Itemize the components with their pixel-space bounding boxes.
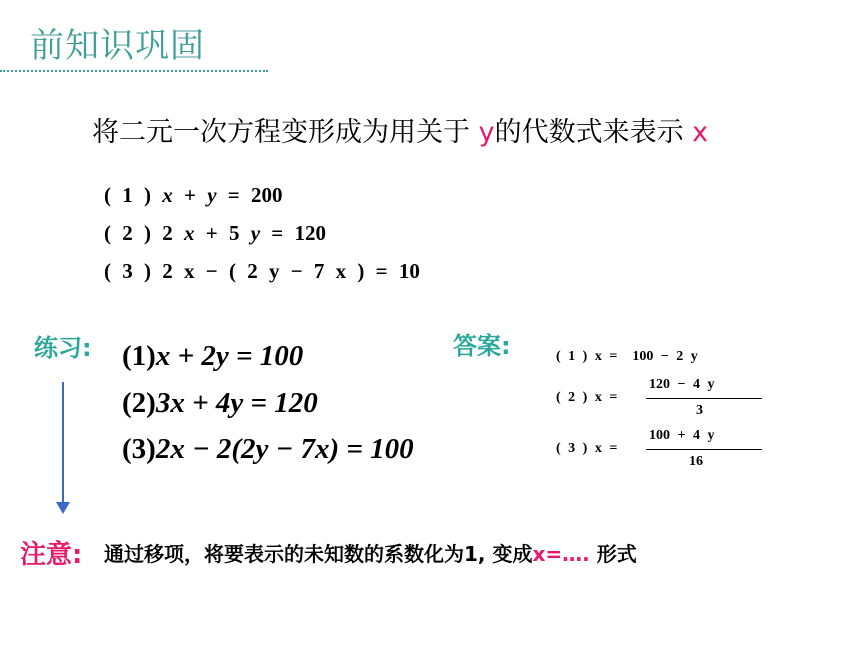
practice-expression: x + 2y = 100 — [155, 340, 304, 372]
intro-text-middle: 的代数式来表示 — [494, 117, 693, 148]
equation-number: ( 3 ) — [104, 259, 151, 283]
answer-rhs: 100 − 2 y — [632, 349, 698, 364]
variable-x: x — [162, 183, 173, 207]
slide-title: 前知识巩固 — [30, 26, 205, 66]
note-text-after: 形式 — [589, 542, 637, 566]
answer-2-prefix: ( 2 ) x = — [556, 390, 618, 405]
practice-number: (2) — [122, 387, 156, 419]
answer-prefix: ( 1 ) x = — [556, 349, 618, 364]
answer-3-fraction-bar — [646, 449, 762, 450]
note-label: 注意: — [20, 540, 83, 570]
intro-sentence — [92, 110, 708, 149]
answer-3-denominator: 16 — [689, 454, 703, 469]
answer-2-fraction-bar — [646, 398, 762, 399]
equation-body: 2 x − ( 2 y − 7 x ) = 10 — [162, 259, 420, 283]
equation-rhs: 200 — [251, 183, 283, 207]
answer-3-numerator: 100 + 4 y — [649, 428, 715, 443]
equation-3 — [104, 259, 420, 284]
intro-y: y — [478, 117, 495, 148]
practice-item-3 — [122, 433, 414, 466]
operator: + — [184, 183, 196, 207]
practice-number: (3) — [122, 433, 156, 465]
answer-3-prefix: ( 3 ) x = — [556, 441, 618, 456]
answer-2-denominator: 3 — [696, 403, 703, 418]
practice-expression: 2x − 2(2y − 7x) = 100 — [155, 433, 414, 465]
equation-2 — [104, 221, 326, 246]
coefficient: 5 — [228, 221, 240, 245]
practice-label: 练习: — [34, 334, 92, 362]
practice-number: (1) — [122, 340, 156, 372]
intro-x: x — [692, 117, 709, 148]
variable-y: y — [207, 183, 217, 207]
practice-expression: 3x + 4y = 120 — [155, 387, 318, 419]
down-arrow-icon — [56, 502, 70, 514]
equals-sign: = — [227, 183, 240, 207]
intro-text-before: 将二元一次方程变形成为用关于 — [92, 117, 479, 148]
equation-number: ( 2 ) — [104, 221, 151, 245]
equation-rhs: 120 — [294, 221, 327, 245]
variable-x: x — [184, 221, 195, 245]
equation-1 — [104, 183, 283, 208]
variable-y: y — [250, 221, 261, 245]
answer-2-numerator: 120 − 4 y — [649, 377, 715, 392]
note-text — [104, 538, 637, 567]
equals-sign: = — [271, 221, 284, 245]
operator: + — [205, 221, 218, 245]
down-arrow-shaft — [62, 382, 64, 504]
equation-number: ( 1 ) — [104, 183, 151, 207]
answer-1 — [556, 349, 698, 365]
answer-label: 答案: — [453, 332, 511, 360]
note-highlight: x=…. — [532, 542, 590, 566]
practice-item-1 — [122, 340, 303, 373]
coefficient: 2 — [162, 221, 173, 245]
note-text-before: 通过移项，将要表示的未知数的系数化为1, 变成 — [104, 542, 533, 566]
title-underline — [0, 70, 268, 72]
practice-item-2 — [122, 387, 318, 420]
